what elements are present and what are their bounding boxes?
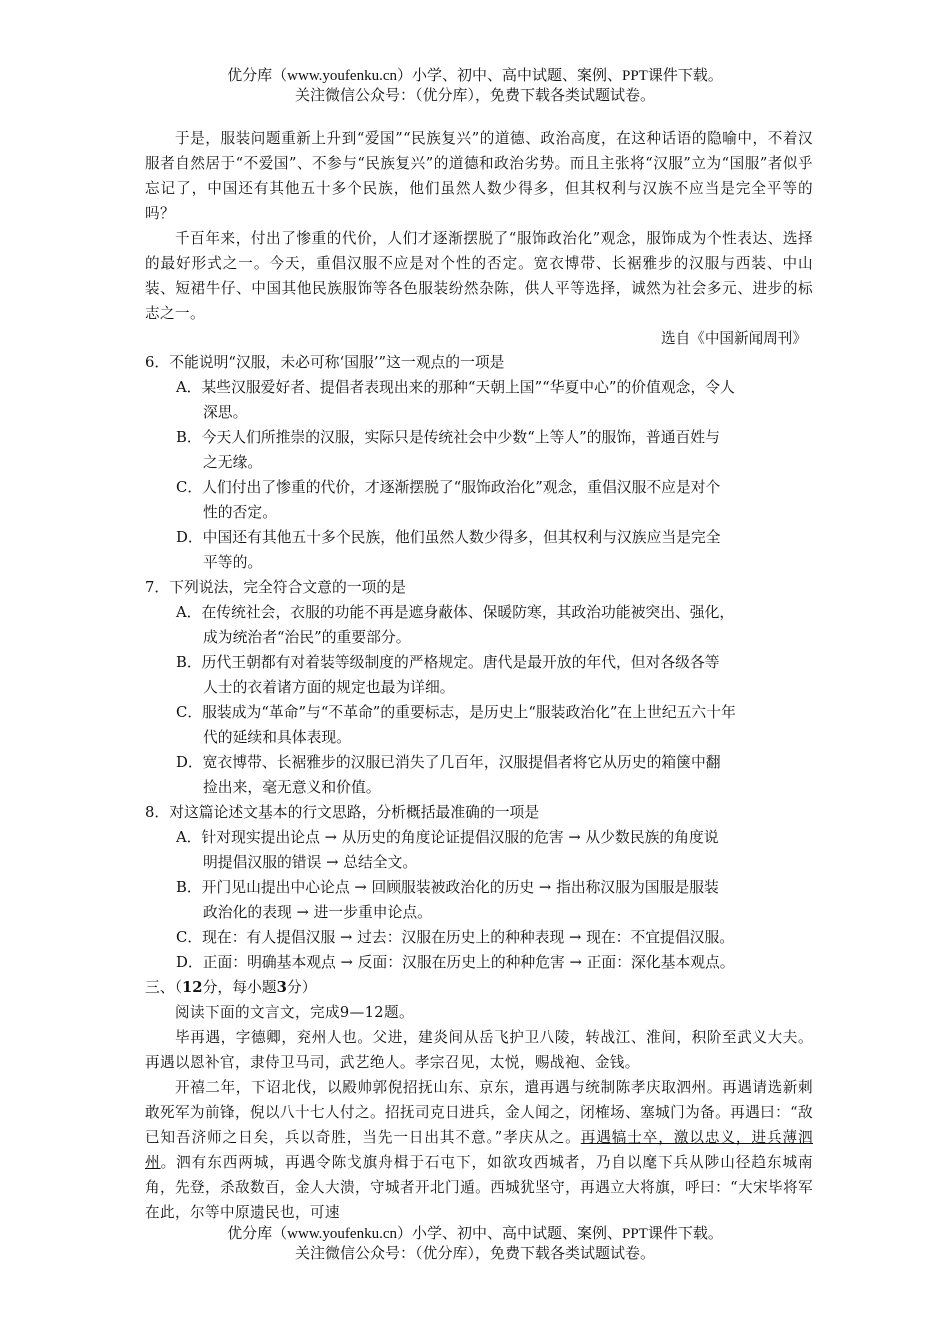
question-7-stem: 7．下列说法，完全符合文意的一项的是 bbox=[145, 579, 406, 596]
option-text: 人们付出了惨重的代价，才逐渐摆脱了“服饰政治化”观念，重倡汉服不应是对个 bbox=[202, 479, 721, 496]
option-text: 针对现实提出论点 → 从历史的角度论证提倡汉服的危害 → 从少数民族的角度说 bbox=[201, 829, 719, 846]
option-text: 服装成为“革命”与“不革命”的重要标志，是历史上“服装政治化”在上世纪五六十年 bbox=[202, 704, 736, 721]
option-text-continued: 之无缘。 bbox=[203, 454, 263, 471]
question-8-option-a bbox=[176, 825, 810, 875]
footer-line-2: 关注微信公众号：（优分库），免费下载各类试题试卷。 bbox=[294, 1246, 655, 1262]
option-text: 现在：有人提倡汉服 → 过去：汉服在历史上的种种表现 → 现在：不宜提倡汉服。 bbox=[202, 929, 735, 946]
question-6-option-b bbox=[176, 425, 810, 475]
question-6-option-a bbox=[176, 375, 810, 425]
option-label: B． bbox=[176, 429, 202, 446]
option-label: B． bbox=[176, 654, 202, 671]
option-text-continued: 平等的。 bbox=[203, 554, 263, 571]
question-8-stem: 8．对这篇论述文基本的行文思路，分析概括最准确的一项是 bbox=[145, 804, 540, 821]
question-6-option-c bbox=[176, 475, 810, 525]
classical-paragraph-2 bbox=[145, 1075, 813, 1225]
option-label: A． bbox=[176, 829, 202, 846]
question-7-option-b bbox=[176, 650, 810, 700]
option-text: 宽衣博带、长裾雅步的汉服已消失了几百年，汉服提倡者将它从历史的箱箧中翻 bbox=[202, 754, 721, 771]
passage-paragraph-1: 于是，服装问题重新上升到“爱国”“民族复兴”的道德、政治高度，在这种话语的隐喻中，不着汉服者自然居于“不爱国”、不参与“民族复兴”的道德和政治劣势。而且主张将“汉服”立为“国服”者似乎忘记了，中国还有其他五十多个民族，他们虽然人数少得多，但其权利与汉族不应当是完全平等的吗？ bbox=[145, 130, 813, 222]
option-text-continued: 成为统治者“治民”的重要部分。 bbox=[203, 629, 411, 646]
option-text: 在传统社会，衣服的功能不再是遮身蔽体、保暖防寒，其政治功能被突出、强化， bbox=[201, 604, 735, 621]
passage-paragraph-2: 千百年来，付出了惨重的代价，人们才逐渐摆脱了“服饰政治化”观念，服饰成为个性表达、选择的最好形式之一。今天，重倡汉服不应是对个性的否定。宽衣博带、长裾雅步的汉服与西装、中山装、短裙牛仔、中国其他民族服饰等各色服装纷然杂陈，供人平等选择，诚然为社会多元、进步的标志之一。 bbox=[145, 230, 813, 322]
section-3-heading bbox=[145, 975, 825, 1000]
option-label: B． bbox=[176, 879, 202, 896]
option-label: A． bbox=[176, 379, 202, 396]
option-label: D． bbox=[176, 954, 203, 971]
option-text-continued: 捡出来，毫无意义和价值。 bbox=[203, 779, 381, 796]
option-label: C． bbox=[176, 479, 203, 496]
section-3-instruction: 阅读下面的文言文，完成9—12题。 bbox=[175, 1004, 414, 1021]
heading-points: 12 bbox=[182, 979, 203, 996]
option-text: 今天人们所推崇的汉服，实际只是传统社会中少数“上等人”的服饰，普通百姓与 bbox=[201, 429, 720, 446]
question-8-option-c bbox=[176, 925, 810, 950]
header-line-2: 关注微信公众号：（优分库），免费下载各类试题试卷。 bbox=[294, 88, 655, 104]
heading-each-points: 3 bbox=[276, 979, 287, 996]
classical-paragraph-1: 毕再遇，字德卿，兖州人也。父进，建炎间从岳飞护卫八陵，转战江、淮间，积阶至武义大夫。再遇以恩补官，隶侍卫马司，武艺绝人。孝宗召见，太悦，赐战袍、金钱。 bbox=[145, 1029, 813, 1071]
option-label: D． bbox=[176, 529, 203, 546]
underlined-sentence: 再遇犒士卒，激以忠义，进兵薄泗州 bbox=[145, 1129, 813, 1171]
option-text-continued: 人士的衣着诸方面的规定也最为详细。 bbox=[203, 679, 455, 696]
question-7-option-a bbox=[176, 600, 810, 650]
heading-text: 三、（ bbox=[145, 979, 182, 996]
option-text: 某些汉服爱好者、提倡者表现出来的那种“天朝上国”“华夏中心”的价值观念，令人 bbox=[201, 379, 735, 396]
question-6-stem: 6．不能说明“汉服，未必可称‘国服’”这一观点的一项是 bbox=[145, 354, 505, 371]
option-text-continued: 深思。 bbox=[203, 404, 248, 421]
question-7-option-c bbox=[176, 700, 810, 750]
header-line-1: 优分库（www.youfenku.cn）小学、初中、高中试题、案例、PPT课件下载。 bbox=[227, 68, 723, 84]
question-7-option-d bbox=[176, 750, 810, 800]
question-8-option-b bbox=[176, 875, 810, 925]
option-text-continued: 性的否定。 bbox=[203, 504, 277, 521]
option-text: 中国还有其他五十多个民族，他们虽然人数少得多，但其权利与汉族应当是完全 bbox=[202, 529, 721, 546]
question-6-option-d bbox=[176, 525, 810, 575]
option-text: 开门见山提出中心论点 → 回顾服装被政治化的历史 → 指出称汉服为国服是服装 bbox=[201, 879, 719, 896]
option-text: 历代王朝都有对着装等级制度的严格规定。唐代是最开放的年代，但对各级各等 bbox=[201, 654, 720, 671]
footer-line-1: 优分库（www.youfenku.cn）小学、初中、高中试题、案例、PPT课件下载。 bbox=[227, 1226, 723, 1242]
option-text-continued: 明提倡汉服的错误 → 总结全文。 bbox=[203, 854, 418, 871]
option-label: D． bbox=[176, 754, 203, 771]
question-8-option-d bbox=[176, 950, 810, 975]
option-text-continued: 政治化的表现 → 进一步重申论点。 bbox=[203, 904, 432, 921]
option-text: 正面：明确基本观点 → 反面：汉服在历史上的种种危害 → 正面：深化基本观点。 bbox=[202, 954, 735, 971]
heading-text: 分） bbox=[286, 979, 317, 996]
classical-text: 开禧二年，下诏北伐，以殿帅郭倪招抚山东、京东，遣再遇与统制陈孝庆取泗州。再遇请选新刺敢死军为前锋，倪以八十七人付之。招抚司克日进兵，金人闻之，闭榷场、塞城门为备。再遇曰：“敌已知吾济师之日矣，兵以奇胜，当先一日出其不意。”孝庆从之。 bbox=[145, 1079, 813, 1146]
option-label: A． bbox=[176, 604, 202, 621]
heading-text: 分，每小题 bbox=[202, 979, 277, 996]
classical-text: 。泗有东西两城，再遇令陈戈旗舟楫于石屯下，如欲攻西城者，乃自以麾下兵从陟山径趋东城南角，先登，杀敌数百，金人大溃，守城者开北门遁。西城犹坚守，再遇立大将旗，呼曰：“大宋毕将军在此，尔等中原遗民也，可速 bbox=[145, 1154, 813, 1221]
passage-source: 选自《中国新闻周刊》 bbox=[661, 330, 807, 347]
option-label: C． bbox=[176, 929, 203, 946]
option-text-continued: 代的延续和具体表现。 bbox=[203, 729, 351, 746]
option-label: C． bbox=[176, 704, 203, 721]
